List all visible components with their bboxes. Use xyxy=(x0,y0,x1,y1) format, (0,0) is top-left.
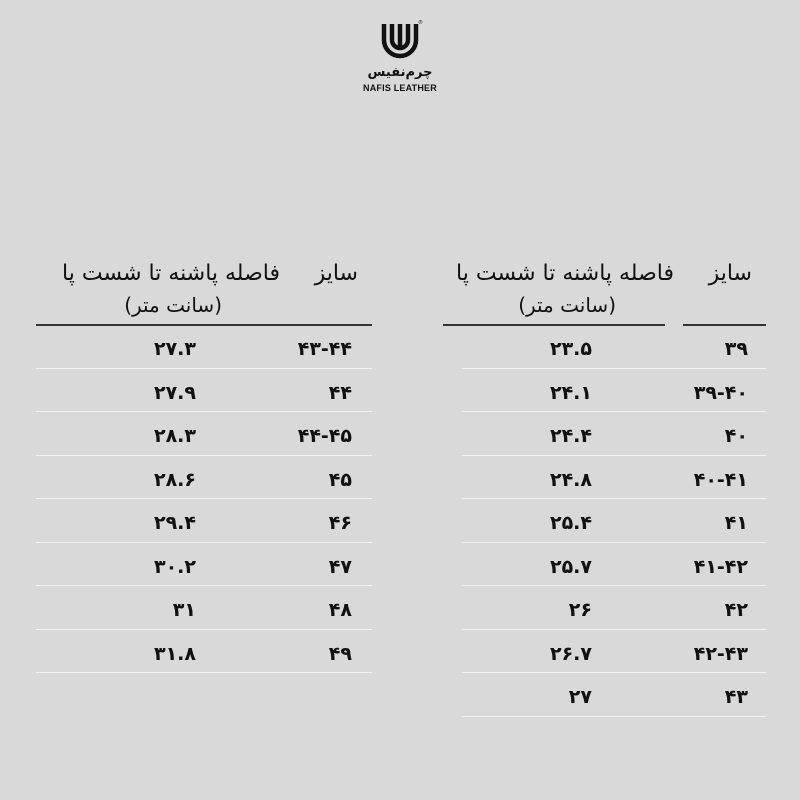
size-cell: ۴۷ xyxy=(328,555,352,578)
distance-cell: ۲۸.۳ xyxy=(153,425,196,447)
distance-column-header: فاصله پاشنه تا شست پا xyxy=(62,261,280,286)
table-row xyxy=(36,369,372,413)
size-cell: ۴۸ xyxy=(328,599,352,621)
table-header xyxy=(440,255,766,325)
size-cell: ۴۲-۴۳ xyxy=(693,642,748,665)
size-cell: ۳۹ xyxy=(724,338,748,360)
distance-cell: ۳۱ xyxy=(172,599,196,621)
size-cell: ۴۱ xyxy=(724,512,748,534)
table-row xyxy=(440,369,766,413)
brand-name-en: NAFIS LEATHER xyxy=(363,83,437,93)
distance-cell: ۲۷.۹ xyxy=(153,381,196,404)
size-cell: ۴۳-۴۴ xyxy=(297,338,352,360)
size-cell: ۳۹-۴۰ xyxy=(693,381,748,404)
distance-cell: ۲۵.۴ xyxy=(549,512,592,534)
unit-label: (سانت متر) xyxy=(518,293,616,317)
distance-cell: ۲۴.۸ xyxy=(549,468,592,491)
nafis-leather-logo-icon xyxy=(378,18,422,62)
table-row xyxy=(36,499,372,543)
size-column-header: سایز xyxy=(708,261,752,286)
distance-cell: ۲۶ xyxy=(568,599,592,621)
table-row xyxy=(440,543,766,587)
table-row xyxy=(36,412,372,456)
size-cell: ۴۰-۴۱ xyxy=(693,468,748,491)
row-divider xyxy=(36,672,372,673)
table-row xyxy=(440,630,766,674)
distance-cell: ۲۵.۷ xyxy=(549,555,592,578)
size-cell: ۴۹ xyxy=(328,642,352,665)
distance-cell: ۲۷ xyxy=(568,686,592,708)
table-row xyxy=(440,499,766,543)
size-cell: ۴۴ xyxy=(328,381,352,404)
trademark-mark: ® xyxy=(418,20,423,26)
table-row xyxy=(36,543,372,587)
size-cell: ۴۰ xyxy=(724,425,748,447)
size-cell: ۴۱-۴۲ xyxy=(693,555,748,578)
table-header xyxy=(36,255,372,325)
distance-cell: ۲۹.۴ xyxy=(153,512,196,534)
unit-label: (سانت متر) xyxy=(124,293,222,317)
table-row xyxy=(36,630,372,674)
distance-cell: ۲۸.۶ xyxy=(153,468,196,491)
size-cell: ۴۶ xyxy=(328,512,352,534)
table-row xyxy=(440,586,766,630)
distance-column-header: فاصله پاشنه تا شست پا xyxy=(456,261,674,286)
size-table-right xyxy=(440,255,766,717)
size-cell: ۴۵ xyxy=(328,468,352,491)
brand-name-fa: چرم‌نفیس xyxy=(367,65,433,80)
size-table-left xyxy=(36,255,372,673)
table-row xyxy=(36,325,372,369)
size-cell: ۴۲ xyxy=(724,599,748,621)
distance-cell: ۲۶.۷ xyxy=(549,642,592,665)
table-row xyxy=(36,456,372,500)
size-cell: ۴۳ xyxy=(724,686,748,708)
size-column-header: سایز xyxy=(314,261,358,286)
table-row xyxy=(440,673,766,717)
distance-cell: ۲۴.۱ xyxy=(549,381,592,404)
table-row xyxy=(440,412,766,456)
size-cell: ۴۴-۴۵ xyxy=(297,425,352,447)
distance-cell: ۲۴.۴ xyxy=(549,425,592,447)
distance-cell: ۳۱.۸ xyxy=(153,642,196,665)
distance-cell: ۳۰.۲ xyxy=(153,555,196,578)
table-row xyxy=(440,325,766,369)
distance-cell: ۲۷.۳ xyxy=(153,338,196,360)
table-row xyxy=(36,586,372,630)
distance-cell: ۲۳.۵ xyxy=(549,338,592,360)
row-divider xyxy=(462,716,766,717)
brand-logo xyxy=(350,18,450,108)
table-row xyxy=(440,456,766,500)
